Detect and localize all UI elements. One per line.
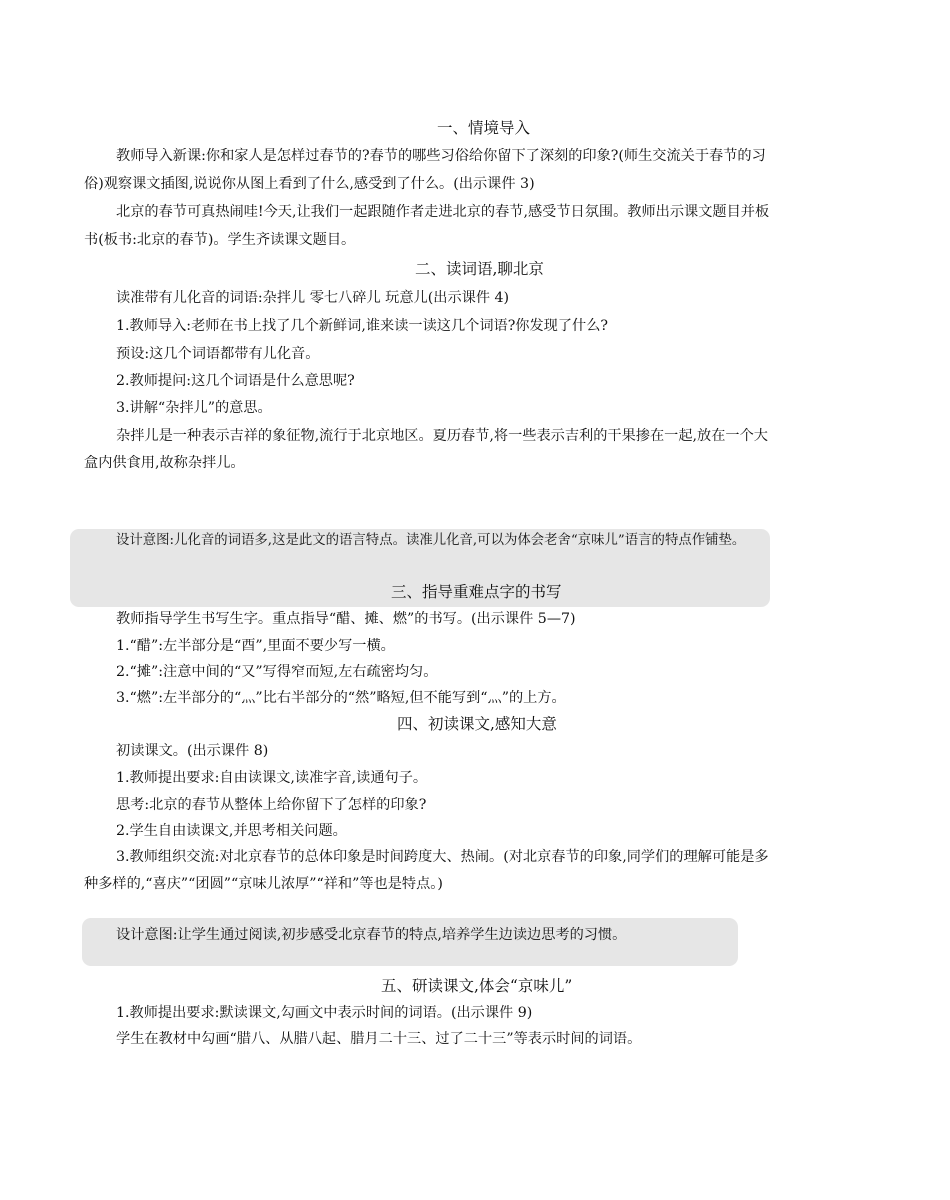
paragraph-line: 3.“燃”:左半部分的“⺣”比右半部分的“然”略短,但不能写到“灬”的上方。 bbox=[116, 690, 566, 706]
paragraph-line: 1.教师导入:老师在书上找了几个新鲜词,谁来读一读这几个词语?你发现了什么? bbox=[116, 318, 609, 334]
paragraph-line: 初读课文。(出示课件 8) bbox=[116, 743, 269, 759]
section-heading: 五、研读课文,体会“京味儿” bbox=[381, 977, 573, 995]
paragraph-line: 2.学生自由读课文,并思考相关问题。 bbox=[116, 823, 347, 839]
paragraph-line: 预设:这几个词语都带有儿化音。 bbox=[116, 346, 320, 362]
paragraph-line: 3.教师组织交流:对北京春节的总体印象是时间跨度大、热闹。(对北京春节的印象,同学们的理解可能是多 bbox=[116, 849, 769, 865]
paragraph-line: 2.“摊”:注意中间的“又”写得窄而短,左右疏密均匀。 bbox=[116, 664, 438, 680]
section-heading: 二、读词语,聊北京 bbox=[415, 260, 544, 278]
paragraph-line: 学生在教材中勾画“腊八、从腊八起、腊月二十三、过了二十三”等表示时间的词语。 bbox=[116, 1031, 642, 1047]
paragraph-line: 2.教师提问:这几个词语是什么意思呢? bbox=[116, 373, 355, 389]
paragraph-line: 盒内供食用,故称杂拌儿。 bbox=[84, 455, 245, 471]
paragraph-line: 俗)观察课文插图,说说你从图上看到了什么,感受到了什么。(出示课件 3) bbox=[84, 176, 535, 192]
paragraph-line: 思考:北京的春节从整体上给你留下了怎样的印象? bbox=[116, 797, 427, 813]
paragraph-line: 教师指导学生书写生字。重点指导“醋、摊、燃”的书写。(出示课件 5—7) bbox=[116, 611, 576, 627]
design-intent-text: 设计意图:儿化音的词语多,这是此文的语言特点。读准儿化音,可以为体会老舍“京味儿”语言的特点作铺垫。 bbox=[116, 533, 746, 548]
paragraph-line: 杂拌儿是一种表示吉祥的象征物,流行于北京地区。夏历春节,将一些表示吉利的干果掺在一起,放在一个大 bbox=[116, 428, 768, 444]
paragraph-line: 教师导入新课:你和家人是怎样过春节的?春节的哪些习俗给你留下了深刻的印象?(师生交流关于春节的习 bbox=[116, 148, 766, 164]
section-heading: 三、指导重难点字的书写 bbox=[391, 583, 562, 601]
paragraph-line: 读准带有儿化音的词语:杂拌儿 零七八碎儿 玩意儿(出示课件 4) bbox=[116, 290, 510, 306]
paragraph-line: 北京的春节可真热闹哇!今天,让我们一起跟随作者走进北京的春节,感受节日氛围。教师出示课文题目并板 bbox=[116, 204, 770, 220]
section-heading: 一、情境导入 bbox=[437, 119, 531, 137]
section-heading: 四、初读课文,感知大意 bbox=[397, 715, 557, 733]
paragraph-line: 1.“醋”:左半部分是“酉”,里面不要少写一横。 bbox=[116, 638, 395, 654]
design-intent-text: 设计意图:让学生通过阅读,初步感受北京春节的特点,培养学生边读边思考的习惯。 bbox=[116, 927, 627, 943]
paragraph-line: 1.教师提出要求:自由读课文,读准字音,读通句子。 bbox=[116, 770, 428, 786]
paragraph-line: 1.教师提出要求:默读课文,勾画文中表示时间的词语。(出示课件 9) bbox=[116, 1005, 533, 1021]
paragraph-line: 3.讲解“杂拌儿”的意思。 bbox=[116, 400, 272, 416]
paragraph-line: 种多样的,“喜庆”“团圆”“京味儿浓厚”“祥和”等也是特点。) bbox=[84, 876, 443, 892]
paragraph-line: 书(板书:北京的春节)。学生齐读课文题目。 bbox=[84, 232, 356, 248]
